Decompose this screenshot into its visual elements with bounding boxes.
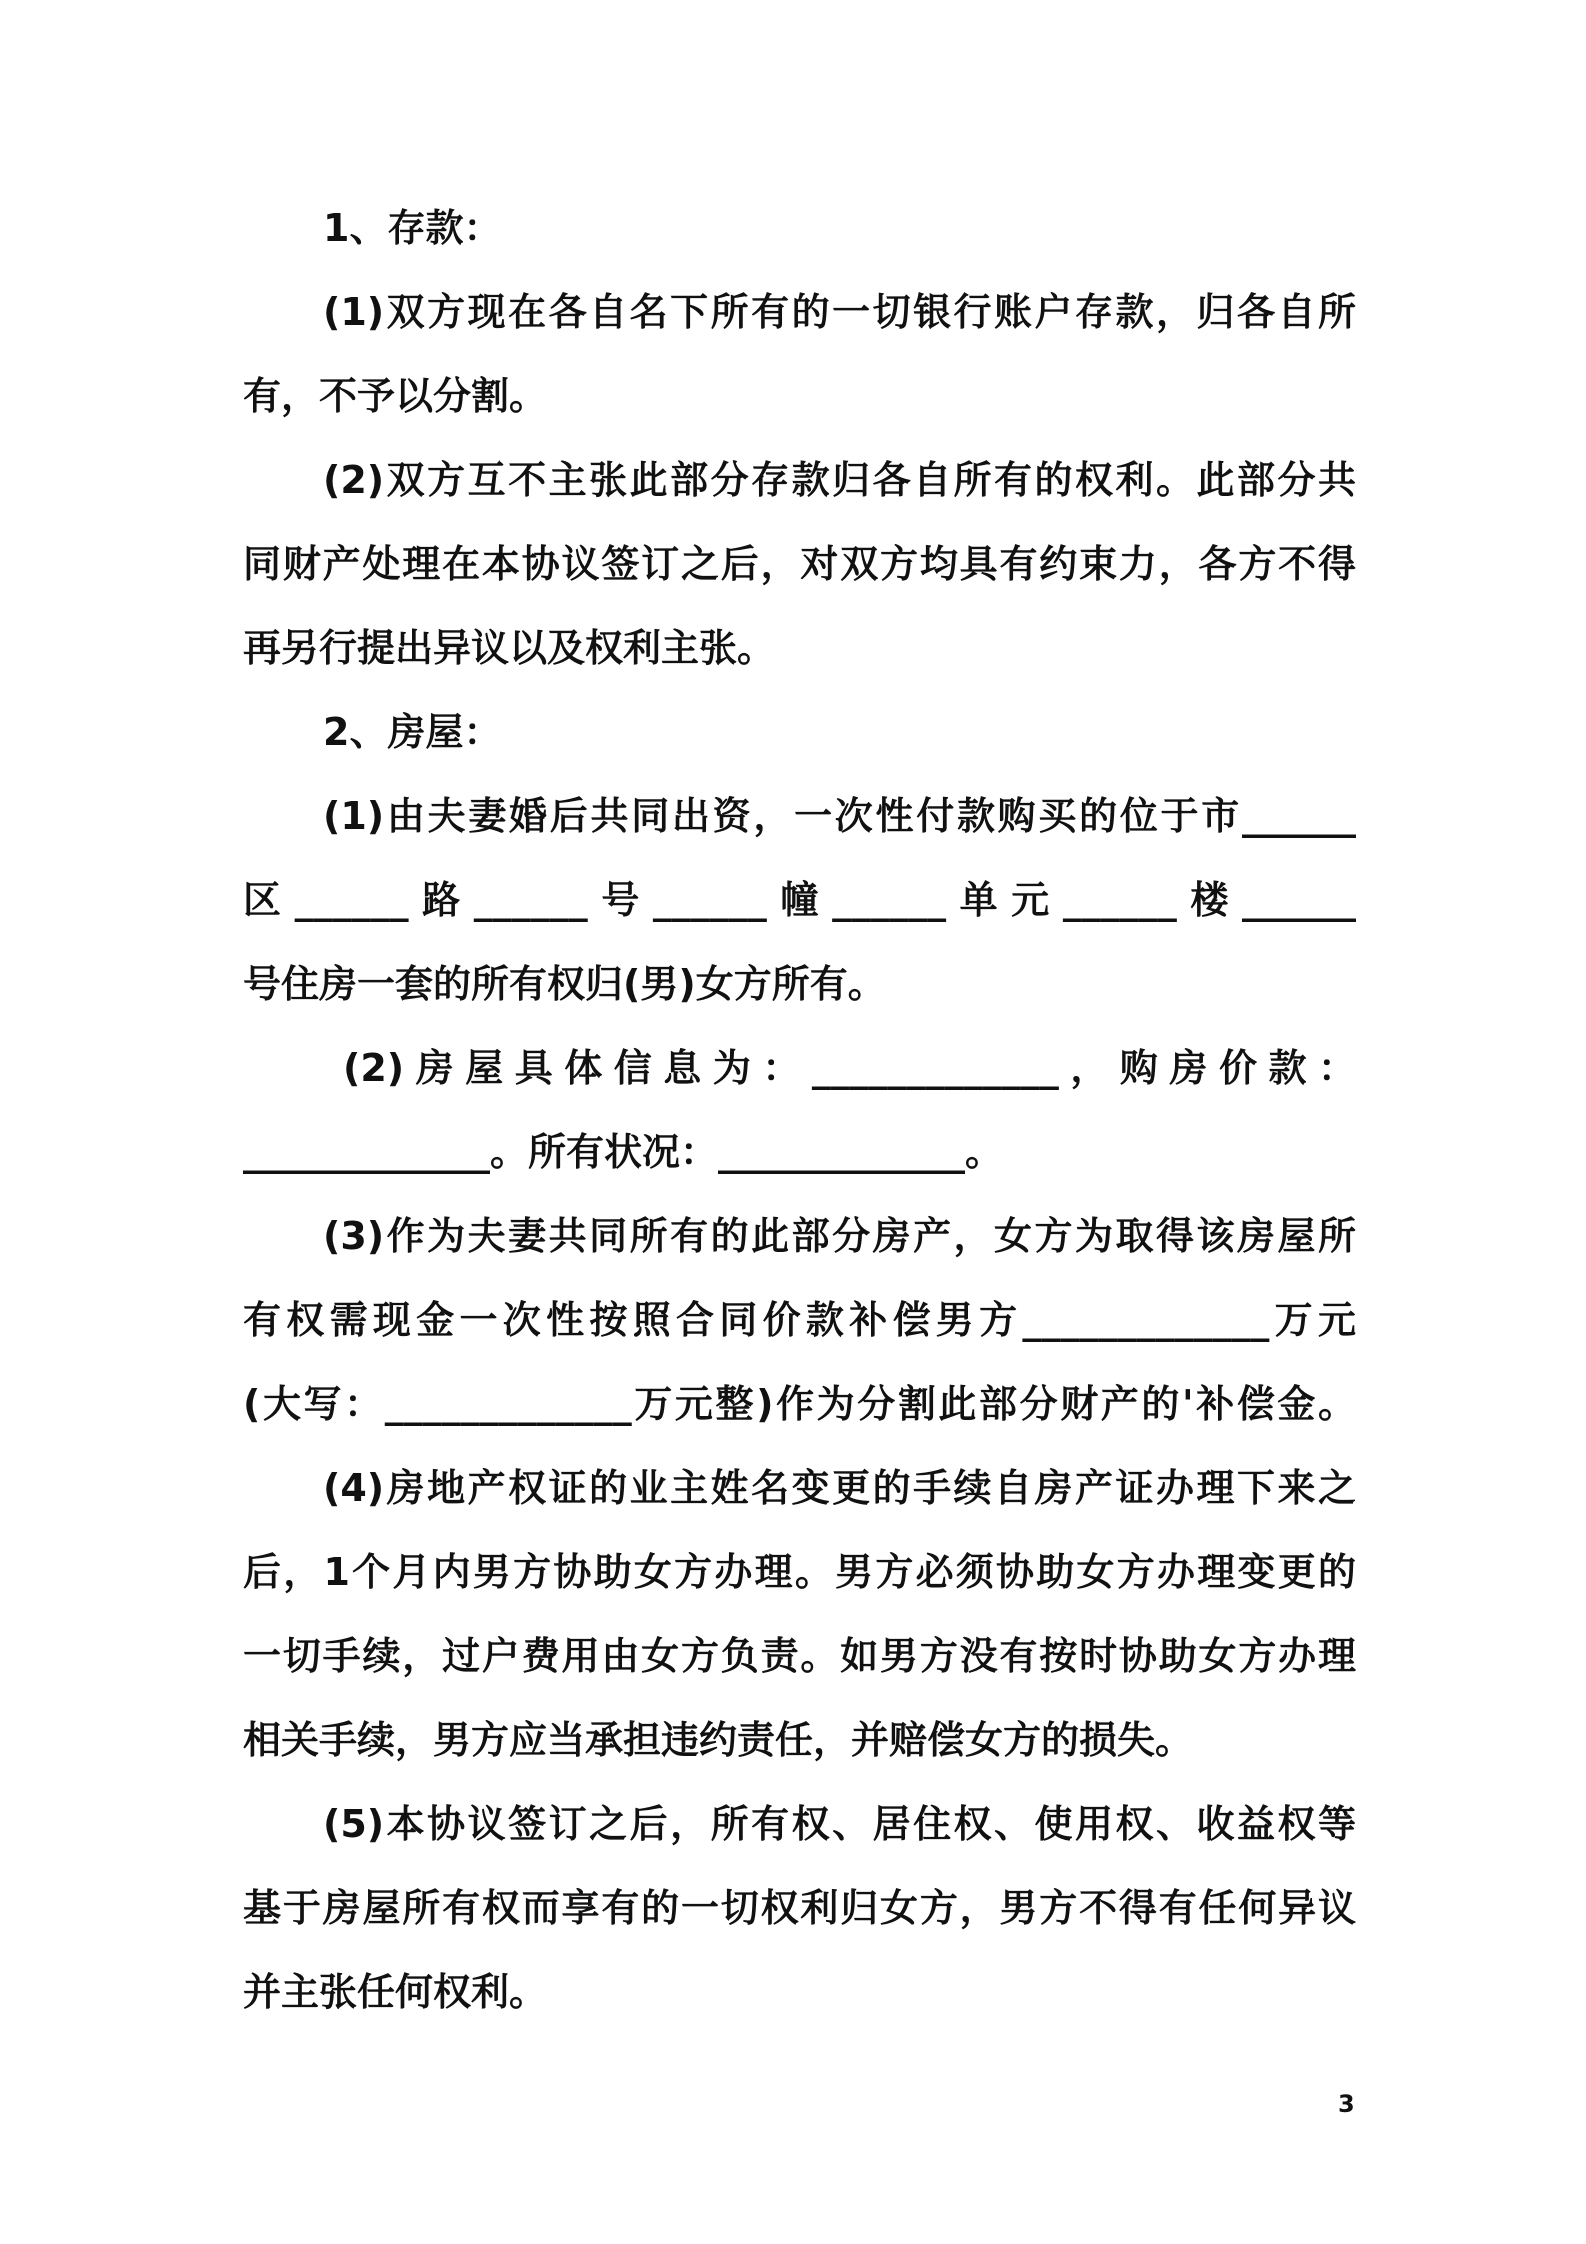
paragraph-line: (5)本协议签订之后，所有权、居住权、使用权、收益权等 bbox=[323, 1802, 1356, 1846]
paragraph-line: (2)双方互不主张此部分存款归各自所有的权利。此部分共 bbox=[323, 458, 1356, 502]
paragraph-line: 相关手续，男方应当承担违约责任，并赔偿女方的损失。 bbox=[243, 1718, 1194, 1762]
paragraph-line: 再另行提出异议以及权利主张。 bbox=[243, 626, 776, 670]
paragraph-line: 号住房一套的所有权归(男)女方所有。 bbox=[243, 962, 886, 1006]
paragraph-line: (1)双方现在各自名下所有的一切银行账户存款，归各自所 bbox=[323, 290, 1356, 334]
paragraph-line: 基于房屋所有权而享有的一切权利归女方，男方不得有任何异议 bbox=[243, 1886, 1356, 1930]
paragraph-line: 并主张任何权利。 bbox=[243, 1970, 548, 2014]
paragraph-line: (2)房屋具体信息为：_____________，购房价款： bbox=[343, 1046, 1356, 1090]
paragraph-line: 一切手续，过户费用由女方负责。如男方没有按时协助女方办理 bbox=[243, 1634, 1356, 1678]
heading-housing: 2、房屋： bbox=[323, 710, 502, 754]
paragraph-line: 有，不予以分割。 bbox=[243, 374, 548, 418]
paragraph-line: 区______路______号______幢______单元______楼______ bbox=[243, 878, 1356, 922]
paragraph-line: (1)由夫妻婚后共同出资，一次性付款购买的位于市______ bbox=[323, 794, 1356, 838]
document-body bbox=[243, 186, 1356, 2034]
paragraph-line: 同财产处理在本协议签订之后，对双方均具有约束力，各方不得 bbox=[243, 542, 1356, 586]
paragraph-line: (4)房地产权证的业主姓名变更的手续自房产证办理下来之 bbox=[323, 1466, 1356, 1510]
paragraph-line: _____________。所有状况：_____________。 bbox=[243, 1130, 1004, 1174]
paragraph-line: (3)作为夫妻共同所有的此部分房产，女方为取得该房屋所 bbox=[323, 1214, 1356, 1258]
paragraph-line: 有权需现金一次性按照合同价款补偿男方_____________万元 bbox=[243, 1298, 1356, 1342]
paragraph-line: 后，1个月内男方协助女方办理。男方必须协助女方办理变更的 bbox=[243, 1550, 1356, 1594]
paragraph-line: (大写：_____________万元整)作为分割此部分财产的'补偿金。 bbox=[243, 1382, 1356, 1426]
heading-deposits: 1、存款： bbox=[323, 206, 502, 250]
page-number: 3 bbox=[1338, 2090, 1355, 2118]
